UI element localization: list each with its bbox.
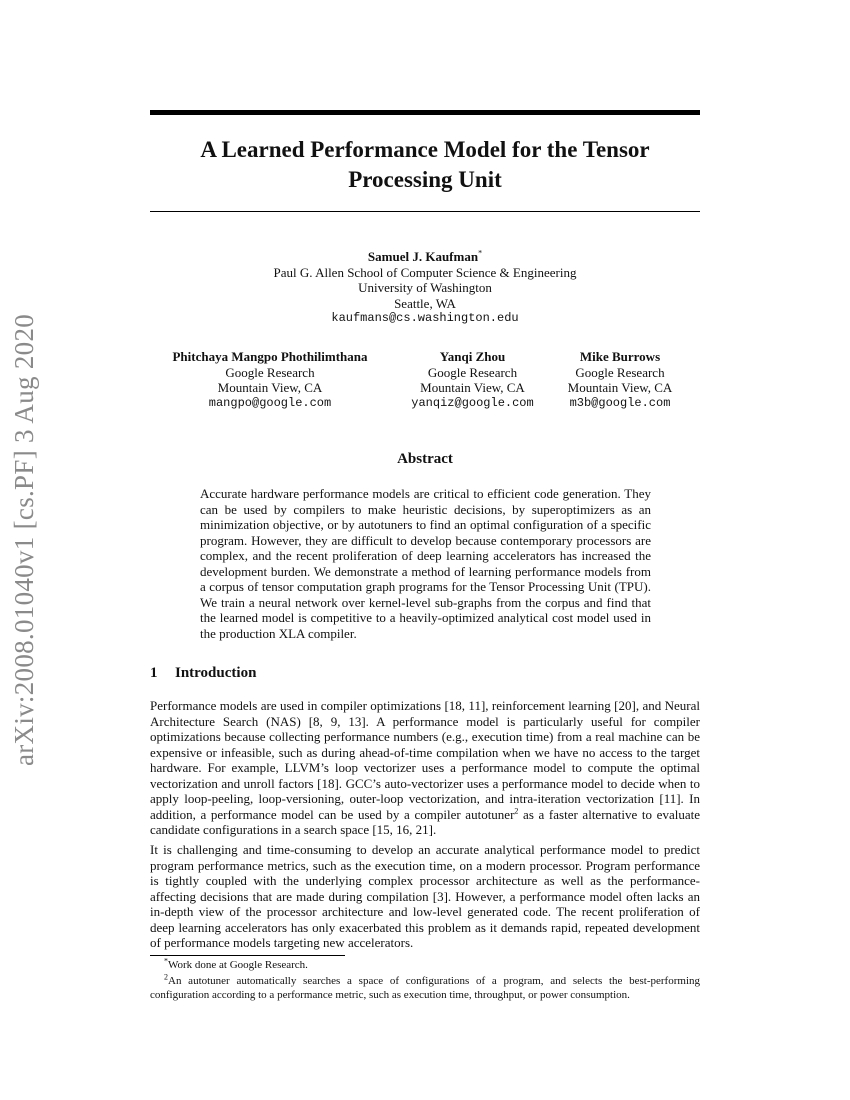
coauthor-name: Yanqi Zhou: [439, 349, 506, 364]
footnote-rule: [150, 955, 345, 956]
coauthor-block: [160, 349, 380, 411]
main-author-location: Seattle, WA: [394, 295, 456, 311]
main-author-affiliation: Paul G. Allen School of Computer Science & Engineering: [273, 264, 577, 280]
coauthor-email: mangpo@google.com: [208, 395, 332, 410]
section-number: 1: [150, 665, 158, 681]
intro-paragraph-1: [150, 698, 700, 838]
intro-paragraph-2: It is challenging and time-consuming to develop an accurate analytical performance model to predict program performance metrics, such as the execution time, on a modern processor. Program performance is tightly coupled with the underlying complex processor architecture as well as the performance-affecting decisions that are made during compilation [3]. However, a performance model often lacks an in-depth view of the processor architecture and low-level generated code. The recent proliferation of deep learning accelerators has only exacerbated this problem as it demands rapid, repeated development of performance models targeting new accelerators.: [150, 842, 700, 950]
footnote-marker: 2: [164, 972, 168, 982]
footnote-text: Work done at Google Research.: [168, 959, 308, 971]
section-title: Introduction: [175, 665, 257, 681]
abstract-text: Accurate hardware performance models are critical to efficient code generation. They can be used by compilers to make heuristic decisions, by superoptimizers as an minimization objective, or by autotuners to find an optimal configuration of a specific program. However, they are difficult to develop because contemporary processors are complex, and the recent proliferation of deep learning accelerators has increased the development burden. We demonstrate a method of learning performance models from a corpus of tensor computation graph programs for the Tensor Processing Unit (TPU). We train a neural network over kernel-level sub-graphs from the corpus and find that the learned model is competitive to a heavily-optimized analytical cost model used in the production XLA compiler.: [200, 486, 651, 641]
title-rule-top: [150, 110, 700, 115]
main-author-footnote-marker: *: [478, 248, 483, 258]
main-author-institution: University of Washington: [358, 280, 492, 295]
coauthor-org: Google Research: [427, 364, 518, 380]
coauthor-org: Google Research: [575, 364, 665, 380]
main-author-email: kaufmans@cs.washington.edu: [331, 311, 519, 325]
coauthor-location: Mountain View, CA: [217, 380, 323, 395]
coauthor-row: [0, 349, 850, 419]
main-author-block: [150, 249, 700, 327]
footnote-marker: *: [164, 956, 168, 966]
main-author-name: Samuel J. Kaufman: [367, 249, 479, 264]
paper-title: A Learned Performance Model for the Tensor Processing Unit: [200, 137, 650, 192]
section-heading: [150, 665, 256, 682]
coauthor-name: Mike Burrows: [579, 349, 661, 364]
main-author-name-line: [150, 249, 700, 265]
coauthor-org: Google Research: [225, 364, 315, 380]
abstract-heading: Abstract: [397, 451, 453, 467]
coauthor-email: yanqiz@google.com: [411, 395, 534, 410]
intro-paragraph-1-text: Performance models are used in compiler optimizations [18, 11], reinforcement learning [20], and Neural Architecture Search (NAS) [8, 9, 13]. A performance model is particularly useful for compiler optimizations because collecting performance numbers (e.g., execution time) from a real machine can be expensive or infeasible, such as during ahead-of-time compilation when we have no access to the target hardware. For example, LLVM’s loop vectorizer uses a performance model to compute the optimal vectorization and unroll factors [18]. GCC’s auto-vectorizer uses a performance model to decide when to apply loop-peeling, loop-versioning, outer-loop vectorization, and intra-iteration vectorization [11]. In addition, a performance model can be used by a compiler autotuner: [150, 698, 700, 822]
footnote-text: An autotuner automatically searches a space of configurations of a program, and selects the best-performing configuration according to a performance metric, such as execution time, throughput, or power consumption.: [150, 975, 700, 1001]
arxiv-identifier: arXiv:2008.01040v1 [cs.PF] 3 Aug 2020: [9, 313, 39, 767]
footnote: [150, 958, 700, 972]
coauthor-location: Mountain View, CA: [567, 380, 673, 395]
coauthor-block: [550, 349, 690, 411]
title-rule-bottom: [150, 211, 700, 212]
coauthor-block: [400, 349, 545, 411]
coauthor-name: Phitchaya Mangpo Phothilimthana: [172, 349, 368, 364]
coauthor-email: m3b@google.com: [569, 395, 671, 410]
intro-paragraph-1-tail: as a faster alternative to evaluate candidate configurations in a search space [15, 16, 21].: [150, 806, 700, 837]
coauthor-location: Mountain View, CA: [420, 380, 525, 395]
footnote: [150, 974, 700, 1002]
footnote-marker-2: 2: [514, 806, 519, 816]
